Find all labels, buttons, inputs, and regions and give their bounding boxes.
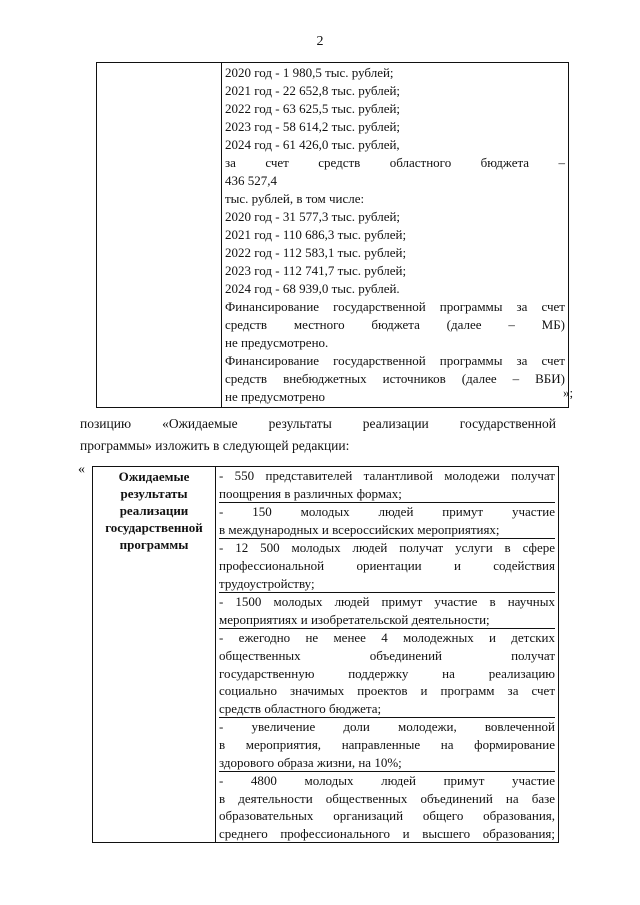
instruction-line-1: позицию «Ожидаемые результаты реализации государственной [80,416,556,431]
result-line: профессиональной ориентации и содействия [219,557,555,573]
funding-line: не предусмотрено. [225,335,329,350]
funding-line: 2021 год - 110 686,3 тыс. рублей; [225,227,407,242]
result-line: в деятельности общественных объединений на базе [219,790,555,806]
instruction-line-2: программы» изложить в следующей редакции: [80,438,350,453]
result-item [219,502,555,538]
result-line: в международных и всероссийских мероприятиях; [219,521,500,537]
funding-line: не предусмотрено [225,389,326,404]
result-item [219,628,555,717]
result-line: - 1500 молодых людей примут участие в научных [219,594,555,610]
result-line: трудоустройству; [219,575,315,591]
result-line: в мероприятия, направленные на формирование [219,736,555,752]
results-heading-line: реализации [119,503,189,518]
result-line: - ежегодно не менее 4 молодежных и детских [219,630,555,646]
result-line: среднего профессионального и высшего образования; [219,825,555,841]
funding-line: 2020 год - 31 577,3 тыс. рублей; [225,209,401,224]
result-line: здорового образа жизни, на 10%; [219,754,402,770]
funding-line: Финансирование государственной программы за счет [225,353,565,368]
result-line: - 550 представителей талантливой молодежи получат [219,468,555,483]
result-line: - 150 молодых людей примут участие [219,504,555,520]
opening-quote-mark: « [78,462,85,477]
results-heading-line: программы [119,537,189,552]
results-table [92,466,559,843]
results-heading-cell [93,467,216,843]
result-line: - 12 500 молодых людей получат услуги в сфере [219,540,555,556]
result-line: средств областного бюджета; [219,700,382,716]
funding-table [96,62,569,408]
results-items-cell [216,467,559,843]
result-line: социально значимых проектов и программ за счет [219,683,555,699]
funding-line: Финансирование государственной программы за счет [225,299,565,314]
result-line: - 4800 молодых людей примут участие [219,773,555,789]
funding-line: тыс. рублей, в том числе: [225,191,365,206]
funding-line: 2022 год - 63 625,5 тыс. рублей; [225,101,401,116]
result-line: образовательных организаций общего образования, [219,808,555,824]
result-line: мероприятиях и изобретательской деятельности; [219,611,490,627]
result-item [219,717,555,771]
result-item [219,538,555,592]
results-heading-line: результаты [120,486,188,501]
funding-line: средств местного бюджета (далее – МБ) [225,317,565,332]
results-heading-line: Ожидаемые [118,469,190,484]
results-heading-line: государственной [105,520,203,535]
funding-line: 2021 год - 22 652,8 тыс. рублей; [225,83,401,98]
result-line: общественных объединений получат [219,647,555,663]
result-line: поощрения в различных формах; [219,485,402,501]
funding-line: средств внебюджетных источников (далее – ВБИ) [225,371,565,386]
funding-label-cell [97,63,222,408]
result-line: государственную поддержку на реализацию [219,665,555,681]
result-line: - увеличение доли молодежи, вовлеченной [219,719,555,735]
funding-line: 2020 год - 1 980,5 тыс. рублей; [225,65,394,80]
funding-text-cell [222,63,569,408]
funding-line: 2024 год - 61 426,0 тыс. рублей, [225,137,400,152]
funding-line: 436 527,4 [225,173,277,188]
page-number: 2 [316,34,324,49]
result-item [219,467,555,502]
funding-line: за счет средств областного бюджета – [225,155,565,170]
funding-line: 2023 год - 112 741,7 тыс. рублей; [225,263,407,278]
funding-line: 2024 год - 68 939,0 тыс. рублей. [225,281,400,296]
funding-line: 2022 год - 112 583,1 тыс. рублей; [225,245,407,260]
result-item [219,771,555,842]
result-item [219,592,555,628]
closing-quote-mark: »; [563,385,574,400]
funding-line: 2023 год - 58 614,2 тыс. рублей; [225,119,401,134]
